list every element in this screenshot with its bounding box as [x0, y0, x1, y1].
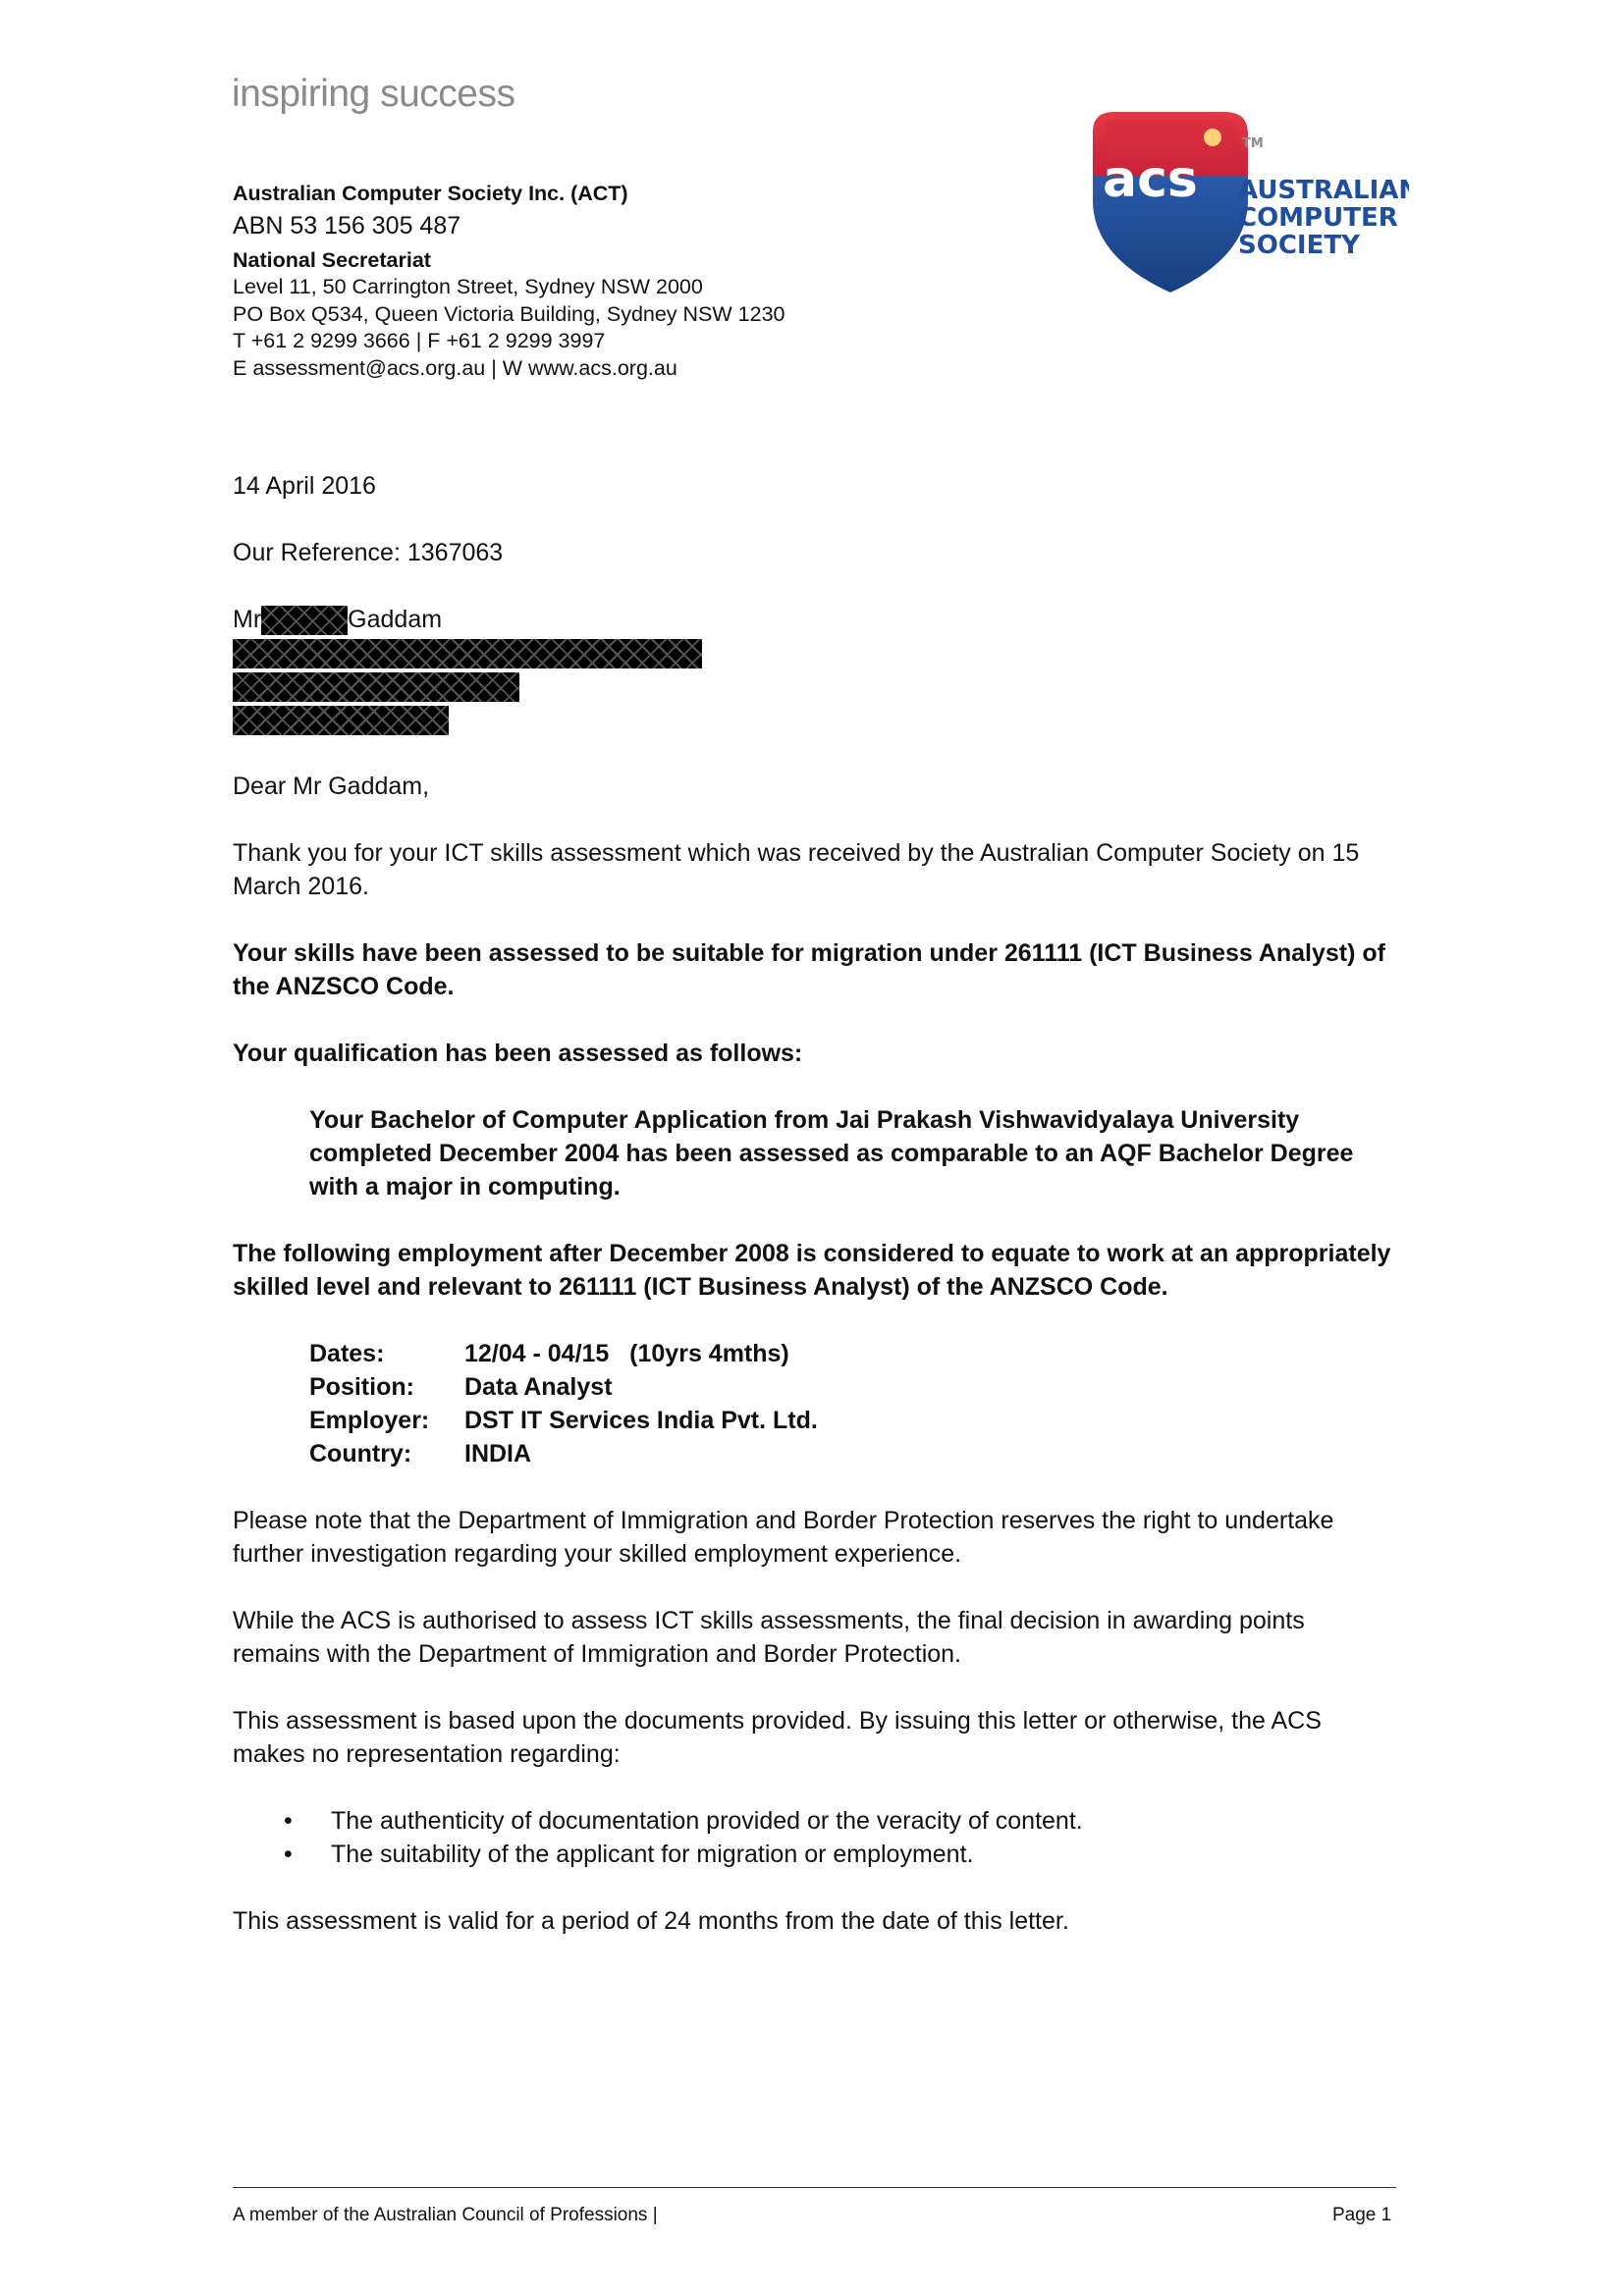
address-line-1: Level 11, 50 Carrington Street, Sydney NSW 2000 — [233, 275, 703, 298]
para-qualification-heading: Your qualification has been assessed as follows: — [233, 1040, 803, 1067]
redacted-address-line-1 — [233, 639, 702, 668]
logo-line-2: COMPUTER — [1238, 203, 1398, 233]
para-suitable: Your skills have been assessed to be suitable for migration under 261111 (ICT Business Analyst) of the ANZSCO Code. — [233, 939, 1385, 1000]
address-line-2: PO Box Q534, Queen Victoria Building, Sydney NSW 1230 — [233, 301, 785, 326]
addressee-title: Mr — [233, 606, 262, 633]
representation-list — [233, 1804, 1396, 1871]
footer-divider — [233, 2187, 1396, 2188]
employer-label: Employer: — [309, 1407, 430, 1434]
para-basis: This assessment is based upon the documents provided. By issuing this letter or otherwise, the ACS makes no representation regarding: — [233, 1707, 1322, 1768]
reference-number: Our Reference: 1367063 — [233, 539, 504, 566]
secretariat-title: National Secretariat — [233, 247, 431, 272]
list-item: • The suitability of the applicant for migration or employment. — [233, 1838, 1396, 1871]
addressee-surname: Gaddam — [348, 606, 443, 633]
dates-value: 12/04 - 04/15 (10yrs 4mths) — [464, 1340, 789, 1367]
tagline: inspiring success — [232, 73, 515, 115]
letter-date: 14 April 2016 — [233, 472, 376, 500]
salutation: Dear Mr Gaddam, — [233, 773, 430, 800]
employment-details — [309, 1337, 1399, 1470]
org-name: Australian Computer Society Inc. (ACT) — [233, 182, 628, 205]
position-value: Data Analyst — [464, 1373, 613, 1401]
employment-position-row — [309, 1370, 1399, 1404]
addressee-name — [233, 603, 1396, 636]
footer-page-number: Page 1 — [1332, 2205, 1392, 2225]
para-thanks: Thank you for your ICT skills assessment which was received by the Australian Computer Society on 15 March 2016. — [233, 839, 1360, 900]
dates-label: Dates: — [309, 1340, 385, 1367]
employment-employer-row — [309, 1404, 1399, 1437]
employment-country-row — [309, 1437, 1399, 1470]
redacted-address-line-2 — [233, 672, 519, 702]
redacted-first-name — [261, 606, 348, 635]
logo-trademark: TM — [1242, 136, 1264, 151]
abn: ABN 53 156 305 487 — [233, 211, 461, 240]
para-employment: The following employment after December 2008 is considered to equate to work at an appropriately skilled level and relevant to 261111 (ICT Business Analyst) of the ANZSCO Code. — [233, 1240, 1391, 1301]
addressee-block — [233, 603, 1396, 736]
employer-value: DST IT Services India Pvt. Ltd. — [464, 1407, 818, 1434]
list-item: • The authenticity of documentation provided or the veracity of content. — [233, 1804, 1396, 1838]
para-validity: This assessment is valid for a period of 24 months from the date of this letter. — [233, 1907, 1069, 1935]
acs-logo — [1075, 110, 1409, 296]
phone-line: T +61 2 9299 3666 | F +61 2 9299 3997 — [233, 329, 606, 352]
web-line: E assessment@acs.org.au | W www.acs.org.au — [233, 355, 677, 380]
redacted-address-line-3 — [233, 706, 449, 735]
footer-membership: A member of the Australian Council of Professions | — [233, 2205, 658, 2225]
employment-dates-row — [309, 1337, 1399, 1370]
logo-line-1: AUSTRALIAN — [1238, 176, 1409, 205]
letterhead-address — [233, 181, 920, 382]
para-immigration: Please note that the Department of Immigration and Border Protection reserves the right to undertake further investigation regarding your skilled employment experience. — [233, 1507, 1334, 1568]
logo-acronym: acs — [1103, 150, 1198, 209]
para-points: While the ACS is authorised to assess ICT skills assessments, the final decision in awarding points remains with the Department of Immigration and Border Protection. — [233, 1607, 1305, 1668]
acs-shield-icon — [1075, 110, 1409, 296]
logo-line-3: SOCIETY — [1238, 231, 1360, 260]
position-label: Position: — [309, 1373, 414, 1401]
country-label: Country: — [309, 1440, 412, 1468]
country-value: INDIA — [464, 1440, 532, 1468]
para-qualification-detail: Your Bachelor of Computer Application from Jai Prakash Vishwavidyalaya University completed December 2004 has been assessed as comparable to an AQF Bachelor Degree with a major in computing. — [309, 1106, 1354, 1201]
